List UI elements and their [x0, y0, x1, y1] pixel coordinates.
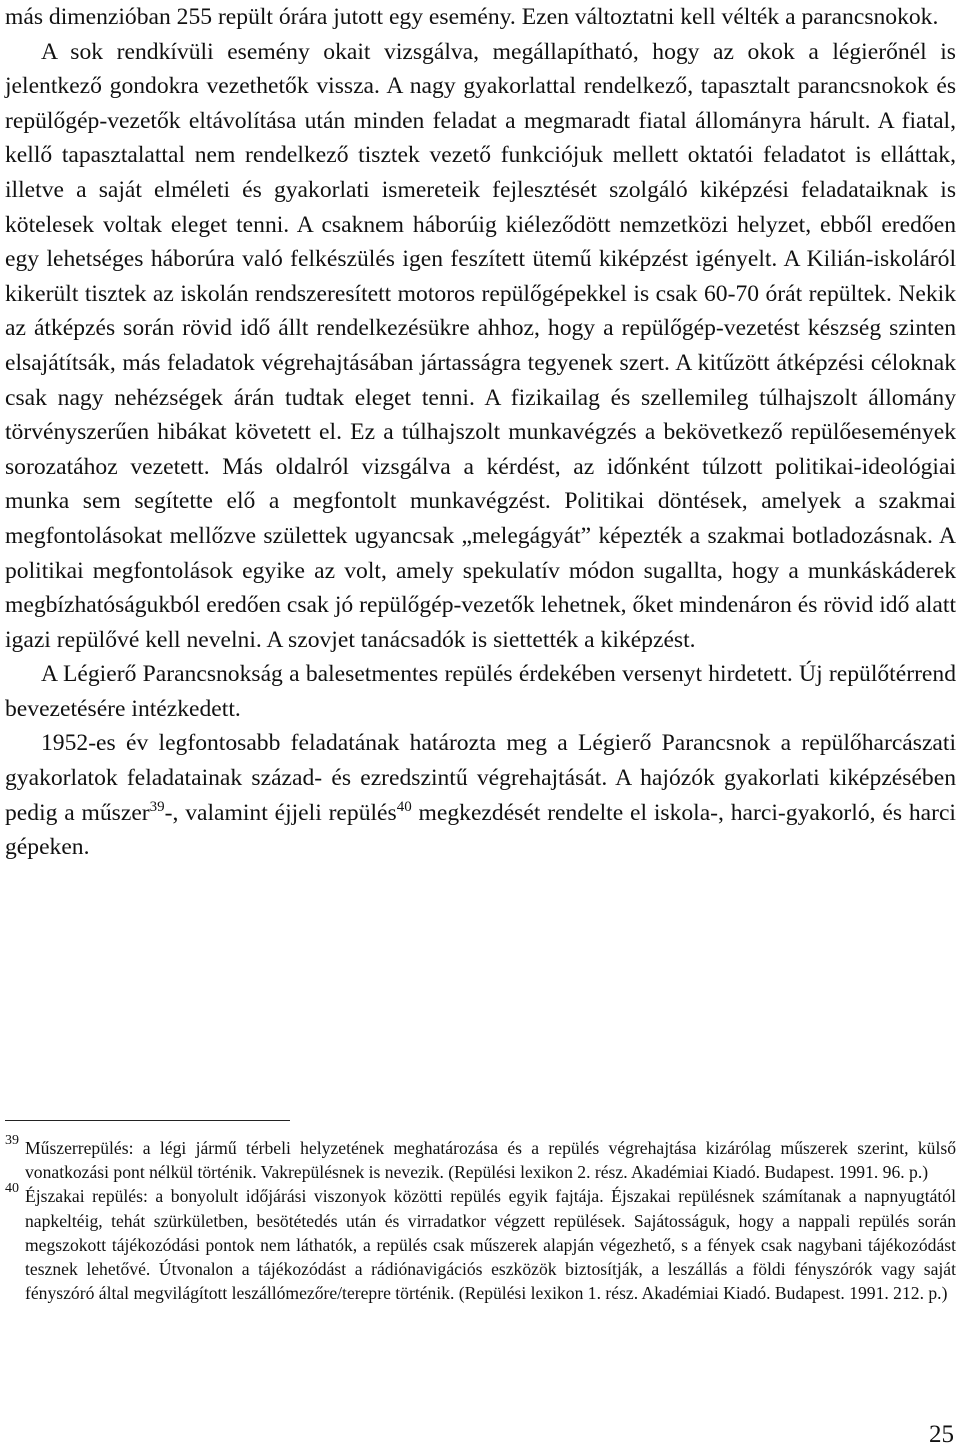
paragraph-2: A sok rendkívüli esemény okait vizsgálva, megállapítható, hogy az okok a légierőnél is jelentkező gondokra vezethetők vissza. A nagy gyakorlattal rendelkező, tapasztalt parancsnokok és repülőgép-vezetők eltávolítása után minden feladat a megmaradt fiatal állományra hárult. A fiatal, kellő tapasztalattal nem rendelkező tisztek vezető funkciójuk mellett oktatói feladatot is elláttak, illetve a saját elméleti és gyakorlati ismereteik fejlesztését szolgáló kiképzési feladataiknak is kötelesek voltak eleget tenni. A csaknem háborúig kiéleződött nemzetközi helyzet, ebből eredően egy lehetséges háborúra való felkészülés igen feszített ütemű kiképzést igényelt. A Kilián-iskoláról kikerült tisztek az iskolán rendszeresített motoros repülőgépekkel is csak 60-70 órát repültek. Nekik az átképzés során rövid idő állt rendelkezésükre ahhoz, hogy a repülőgép-vezetést készség szinten elsajátítsák, más feladatok végrehajtásában jártasságra tegyenek szert. A kitűzött átképzési céloknak csak nagy nehézségek árán tudtak eleget tenni. A fizikailag és szellemileg túlhajszolt állomány törvényszerűen hibákat követett el. Ez a túlhajszolt munkavégzés a bekövetkező repülőesemények sorozatához vezetett. Más oldalról vizsgálva a kérdést, az időnként túlzott politikai-ideológiai munka sem segítette elő a megfontolt munkavégzést. Politikai döntések, amelyek a szakmai megfontolásokat mellőzve születtek ugyancsak „melegágyát” képezték a szakmai botladozásnak. A politikai megfontolások egyike az volt, amely spekulatív módon sugallta, hogy a munkáskáderek megbízhatóságukból eredően csak jó repülőgép-vezetők lehetnek, őket mindenáron és rövid idő alatt igazi repülővé kell nevelni. A szovjet tanácsadók is siettették a kiképzést.: [5, 38, 956, 653]
paragraph-4: [5, 726, 956, 864]
paragraph-4-part-b: -, valamint éjjeli repülés: [164, 799, 397, 826]
footnote-text: Műszerrepülés: a légi jármű térbeli helyzetének meghatározása és a repülés végrehajtása kizárólag műszerek szerint, külső vonatkozási pont nélkül történik. Vakrepülésnek is nevezik. (Repülési lexikon 2. rész. Akadémiai Kiadó. Budapest. 1991. 96. p.): [25, 1138, 956, 1183]
footnote-number: 39: [5, 1133, 19, 1148]
footnotes: [5, 1133, 956, 1305]
footnote-40: [5, 1181, 956, 1305]
footnote-39: [5, 1133, 956, 1184]
footnote-ref-39[interactable]: 39: [149, 798, 165, 815]
footnote-separator: [5, 1120, 290, 1121]
paragraph-4-part-c: megkezdését rendelte el iskola-, harci-gyakorló, és harci gépeken.: [5, 799, 956, 861]
paragraph-4-part-a: 1952-es év legfontosabb feladatának határozta meg a Légierő Parancsnok a repülőharcászati gyakorlatok feladatainak század- és ezredszintű végrehajtását. A hajózók gyakorlati kiképzésében pedig a műszer: [5, 730, 956, 826]
footnote-ref-40[interactable]: 40: [396, 798, 412, 815]
page-number: 25: [929, 1421, 954, 1448]
main-text: [5, 0, 956, 865]
paragraph-3: A Légierő Parancsnokság a balesetmentes repülés érdekében versenyt hirdetett. Új repülőtérrend bevezetésére intézkedett.: [5, 661, 956, 722]
paragraph-1: más dimenzióban 255 repült órára jutott egy esemény. Ezen változtatni kell vélték a parancsnokok.: [5, 4, 939, 30]
footnote-text: Éjszakai repülés: a bonyolult időjárási viszonyok közötti repülés egyik fajtája. Éjszakai repülésnek számítanak a napnyugtától napkeltéig, tehát szürkületben, besötétedés után és virradatkor végzett repülések. Sajátosságuk, hogy a nappali repülés során megszokott tájékozódási pontok nem láthatók, a repülés csak műszerek alapján végezhető, s a fények csak nagybani tájékozódást tesznek lehetővé. Útvonalon a tájékozódást a rádiónavigációs eszközök biztosítják, a leszállás a földi fényszórók vagy saját fényszóró által megvilágított leszállómezőre/terepre történik. (Repülési lexikon 1. rész. Akadémiai Kiadó. Budapest. 1991. 212. p.): [25, 1186, 956, 1304]
footnote-number: 40: [5, 1181, 19, 1197]
